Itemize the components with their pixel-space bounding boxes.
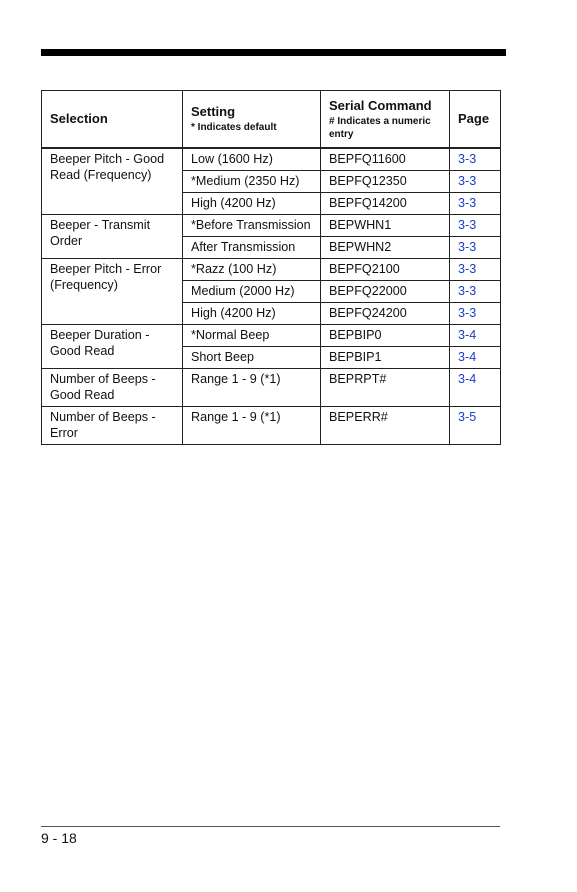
page-cell (450, 347, 501, 369)
serial-command-cell: BEPFQ14200 (321, 193, 450, 215)
serial-command-cell: BEPBIP1 (321, 347, 450, 369)
header-serial-command (321, 91, 450, 149)
page-cell (450, 407, 501, 445)
serial-command-cell: BEPERR# (321, 407, 450, 445)
setting-cell: Medium (2000 Hz) (183, 281, 321, 303)
page-cell (450, 369, 501, 407)
page-link[interactable]: 3-3 (458, 240, 477, 254)
setting-cell: Low (1600 Hz) (183, 148, 321, 171)
footer-rule (41, 826, 500, 827)
table-row (42, 325, 501, 347)
setting-cell: High (4200 Hz) (183, 193, 321, 215)
selection-cell: Number of Beeps - Good Read (42, 369, 183, 407)
serial-command-cell: BEPWHN2 (321, 237, 450, 259)
serial-command-cell: BEPFQ24200 (321, 303, 450, 325)
setting-cell: *Normal Beep (183, 325, 321, 347)
page-link[interactable]: 3-5 (458, 410, 477, 424)
page-link[interactable]: 3-3 (458, 284, 477, 298)
serial-command-cell: BEPFQ11600 (321, 148, 450, 171)
page-cell (450, 281, 501, 303)
selection-cell: Beeper Pitch - Good Read (Frequency) (42, 148, 183, 215)
table-row (42, 215, 501, 237)
page-cell (450, 325, 501, 347)
table-row (42, 259, 501, 281)
table-body (42, 148, 501, 445)
table-header-row (42, 91, 501, 149)
serial-command-cell: BEPRPT# (321, 369, 450, 407)
page-link[interactable]: 3-3 (458, 174, 477, 188)
header-serial-note: # Indicates a numeric entry (329, 115, 431, 140)
serial-command-cell: BEPFQ12350 (321, 171, 450, 193)
selection-cell: Beeper Pitch - Error (Frequency) (42, 259, 183, 325)
table-row (42, 148, 501, 171)
serial-command-cell: BEPFQ22000 (321, 281, 450, 303)
page-link[interactable]: 3-3 (458, 196, 477, 210)
table-row (42, 369, 501, 407)
page-link[interactable]: 3-3 (458, 262, 477, 276)
setting-cell: Range 1 - 9 (*1) (183, 369, 321, 407)
setting-cell: High (4200 Hz) (183, 303, 321, 325)
page-link[interactable]: 3-3 (458, 306, 477, 320)
setting-cell: Range 1 - 9 (*1) (183, 407, 321, 445)
page-cell (450, 148, 501, 171)
page-link[interactable]: 3-4 (458, 350, 477, 364)
page-cell (450, 259, 501, 281)
setting-cell: Short Beep (183, 347, 321, 369)
serial-command-cell: BEPBIP0 (321, 325, 450, 347)
page-cell (450, 171, 501, 193)
selection-cell: Number of Beeps - Error (42, 407, 183, 445)
serial-command-cell: BEPFQ2100 (321, 259, 450, 281)
header-serial-label: Serial Command (329, 97, 432, 113)
setting-cell: *Razz (100 Hz) (183, 259, 321, 281)
page-cell (450, 303, 501, 325)
selection-cell: Beeper Duration - Good Read (42, 325, 183, 369)
page-cell (450, 193, 501, 215)
page-link[interactable]: 3-4 (458, 372, 477, 386)
serial-command-cell: BEPWHN1 (321, 215, 450, 237)
header-selection: Selection (42, 91, 183, 149)
top-rule (41, 49, 506, 56)
header-setting (183, 91, 321, 149)
page-number: 9 - 18 (41, 830, 77, 846)
selection-cell: Beeper - Transmit Order (42, 215, 183, 259)
header-setting-note: * Indicates default (191, 122, 277, 133)
setting-cell: After Transmission (183, 237, 321, 259)
page-link[interactable]: 3-4 (458, 328, 477, 342)
command-table (41, 90, 501, 445)
page-link[interactable]: 3-3 (458, 152, 477, 166)
page-link[interactable]: 3-3 (458, 218, 477, 232)
page-cell (450, 237, 501, 259)
page-cell (450, 215, 501, 237)
setting-cell: *Before Transmission (183, 215, 321, 237)
header-page: Page (450, 91, 501, 149)
header-setting-label: Setting (191, 104, 236, 119)
setting-cell: *Medium (2350 Hz) (183, 171, 321, 193)
table-row (42, 407, 501, 445)
